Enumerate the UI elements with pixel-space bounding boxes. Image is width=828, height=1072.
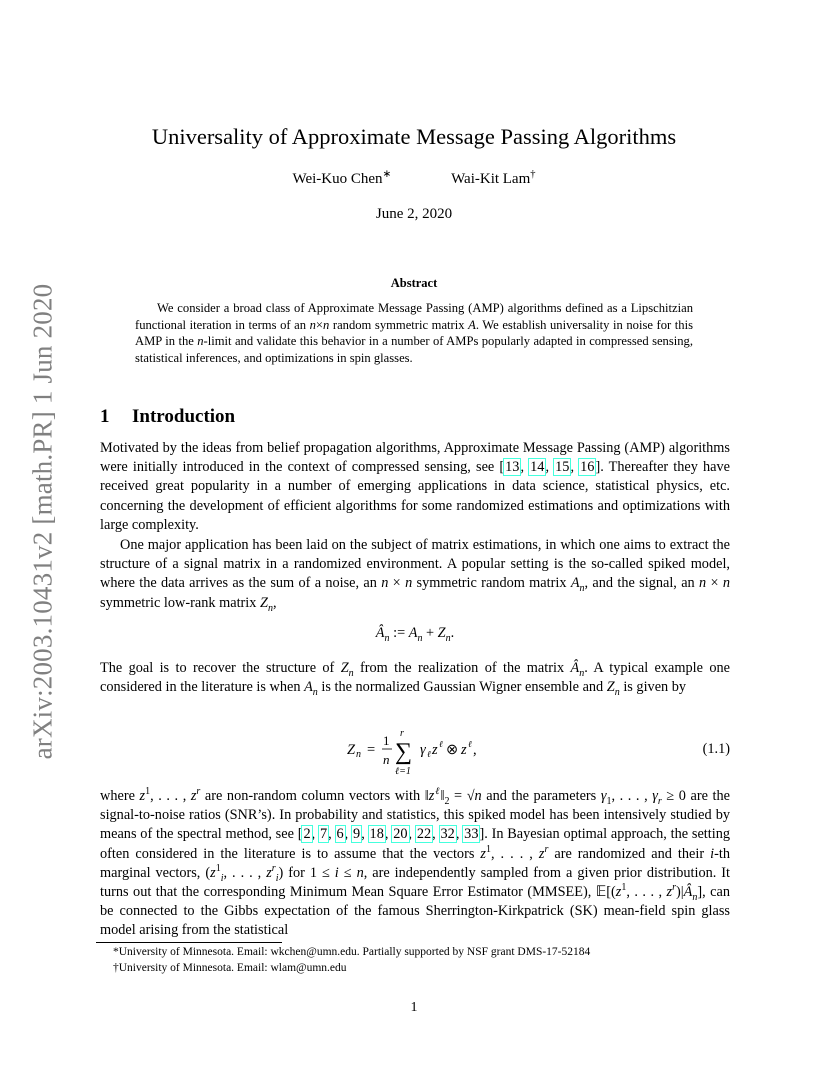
citation-link[interactable]: 16 [580, 459, 595, 476]
abstract-text: We consider a broad class of Approximate Message Passing (AMP) algorithms defined as a Lipschitzian functional iteration in terms of an n×n random symmetric matrix A. We establish universality in noise for this AMP in the n-limit and validate this behavior in a number of AMPs popularly adapted in compressed sensing, statistical inferences, and optimizations in spin glasses. [135, 301, 694, 365]
svg-text:,: , [473, 742, 477, 758]
paper-title: Universality of Approximate Message Passing Algorithms [151, 124, 677, 149]
svg-text:z: z [432, 742, 438, 758]
citation-link[interactable]: 18 [369, 826, 384, 843]
paragraph-2: One major application has been laid on the subject of matrix estimations, in which one aims to extract the structure of a signal matrix in a randomized environment. A popular setting is the so-called spiked model, where the data arrives as the sum of a noise, an n × n symmetric random matrix $A_n$, and the signal, an n × n symmetric low-rank matrix $Z_n$, [100, 537, 730, 614]
svg-text:ℓ: ℓ [468, 739, 472, 749]
citation-link[interactable]: 2 [303, 826, 311, 843]
citation-link[interactable]: 33 [464, 826, 479, 843]
svg-text:ℓ: ℓ [427, 749, 431, 759]
svg-text:z: z [461, 742, 467, 758]
svg-text:ℓ: ℓ [439, 739, 443, 749]
author-lam: Wai-Kit Lam† [451, 169, 536, 187]
citation-link[interactable]: 32 [440, 826, 455, 843]
citation-link[interactable]: 22 [416, 826, 432, 843]
citation-link[interactable]: 9 [353, 826, 361, 843]
citation-link[interactable]: 20 [393, 826, 408, 843]
svg-text:γ: γ [420, 742, 426, 758]
page-number: 1 [410, 1000, 418, 1015]
svg-text:Z: Z [347, 742, 356, 758]
equation-1-1-graphic [347, 730, 497, 776]
section-heading [100, 406, 235, 428]
section-title: Introduction [132, 406, 236, 427]
author-list [96, 171, 732, 188]
svg-text:⊗: ⊗ [446, 742, 459, 758]
paragraph-1: Motivated by the ideas from belief propagation algorithms, Approximate Message Passing (AMP) algorithms were initially introduced in the context of compressed sensing, see [13, 14, 15, 16]. Thereafter they have received great popularity in a number of emerging applications in data science, statistical physics, etc. concerning the development of efficient algorithms for some randomized estimations and optimizations with large complexity. [100, 440, 731, 533]
paragraph-4: where $z^1$, . . . , $z^r$ are non-random column vectors with $‖z^\ell‖_2 = √n$ and the parameters $\gamma_1$, . . . , $\gamma_r \ge 0$ are the signal-to-noise ratios (SNR’s). In probability and statistics, this spiked model has been intensively studied by means of the spectral method, see [2, 7, 6, 9, 18, 20, 22, 32, 33]. In Bayesian optimal approach, the setting often considered in the literature is to assume that the vectors $z^1$, . . . , $z^r$ are randomized and their i-th marginal vectors, ($z^1_i$, . . . , $z^r_i$) for 1 ≤ i ≤ n, are independently sampled from a given prior distribution. It turns out that the corresponding Minimum Mean Square Error Estimator (MMSEE), $𝔼[(z^1$, . . . , $z^r)|Â_n$], can be connected to the Gibbs expectation of the famous Sherrington-Kirkpatrick (SK) mean-field spin glass model arising from the statistical [100, 786, 731, 939]
footnote-rule [96, 942, 282, 943]
paragraph-3: The goal is to recover the structure of $Z_n$ from the realization of the matrix $Â_n$. A typical example one considered in the literature is when $A_n$ is the normalized Gaussian Wigner ensemble and $Z_n$ is given by [100, 660, 730, 699]
equation-spiked-model: $Â_n$ := $A_n + Z_n$. [375, 625, 455, 644]
svg-text:ℓ=1: ℓ=1 [395, 766, 411, 776]
svg-text:1: 1 [383, 733, 390, 748]
footnote-2: †University of Minnesota. Email: wlam@umn.edu [113, 962, 347, 974]
svg-text:∑: ∑ [395, 739, 413, 765]
citation-link[interactable]: 13 [505, 459, 520, 476]
equation-1-1 [347, 730, 497, 776]
section-number: 1 [100, 406, 110, 427]
arxiv-stamp-text: arXiv:2003.10431v2 [math.PR] 1 Jun 2020 [27, 283, 58, 759]
svg-text:=: = [367, 742, 376, 758]
paper-date: June 2, 2020 [375, 206, 453, 222]
equation-number: (1.1) [702, 741, 730, 757]
svg-text:r: r [400, 730, 404, 739]
abstract-heading: Abstract [390, 276, 438, 290]
footnote-1: *University of Minnesota. Email: wkchen@umn.edu. Partially supported by NSF grant DMS-17-52184 [113, 946, 591, 958]
citation-link[interactable]: 15 [555, 459, 570, 476]
svg-text:n: n [356, 749, 361, 760]
author-chen: Wei-Kuo Chen∗ [292, 169, 392, 187]
citation-link[interactable]: 7 [320, 826, 328, 843]
arxiv-stamp [19, 282, 67, 760]
citation-link[interactable]: 6 [336, 826, 344, 843]
citation-link[interactable]: 14 [530, 459, 545, 476]
svg-text:n: n [383, 752, 390, 767]
